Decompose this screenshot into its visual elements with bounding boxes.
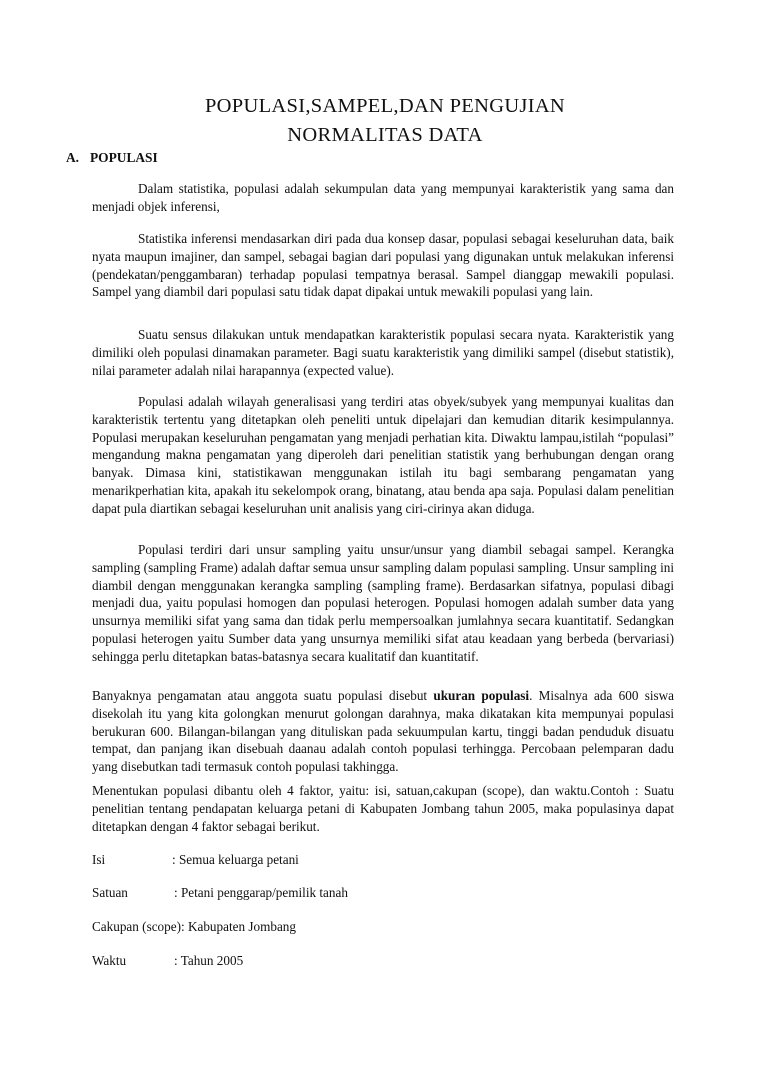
paragraph-sampling-unit: Populasi terdiri dari unsur sampling yaitu unsur/unsur yang diambil sebagai sampel. Kerangka sampling (sampling Frame) adalah daftar semua unsur sampling dalam populasi sampling. Unsur sampling ini diambil dengan menggunakan kerangka sampling (sampling frame). Berdasarkan sifatnya, populasi dibagi menjadi dua, yaitu populasi homogen dan populasi heterogen. Populasi homogen adalah sumber data yang unsurnya memiliki sifat yang sama dan tidak perlu mempersoalkan jumlahnya secara kuantitatif. Sedangkan populasi heterogen yaitu Sumber data yang unsurnya memiliki sifat atau keadaan yang berbeda (bervariasi) sehingga perlu ditetapkan batas-batasnya secara kualitatif dan kuantitatif. (92, 542, 674, 664)
paragraph-inference: Statistika inferensi mendasarkan diri pada dua konsep dasar, populasi sebagai keseluruhan data, baik nyata maupun imajiner, dan sampel, sebagai bagian dari populasi yang digunakan untuk melakukan inferensi (pendekatan/penggambaran) terhadap populasi tempatnya berasal. Sampel dianggap mewakili populasi. Sampel yang diambil dari populasi satu tidak dapat dipakai untuk mewakili populasi yang lain. (92, 231, 674, 300)
factor-row-satuan (92, 884, 348, 902)
factor-label-waktu: Waktu (92, 953, 127, 968)
paragraph-generalization: Populasi adalah wilayah generalisasi yang terdiri atas obyek/subyek yang mempunyai kualitas dan karakteristik tertentu yang ditetapkan oleh peneliti untuk dipelajari dan kemudian ditarik kesimpulannya. Populasi merupakan keseluruhan pengamatan yang menjadi perhatian kita. Diwaktu lampau,istilah “populasi” mengandung makna pengamatan yang diperoleh dari penelitian statistik yang berhubungan dengan orang banyak. Dimasa kini, statistikawan menggunakan istilah itu bagi sembarang pengamatan yang menarikperhatian kita, apakah itu sekelompok orang, binatang, atau benda apa saja. Populasi dalam penelitian dapat pula diartikan sebagai keseluruhan unit analisis yang ciri-cirinya akan diduga. (92, 394, 674, 516)
population-size-term: ukuran populasi (433, 688, 530, 703)
paragraph-census: Suatu sensus dilakukan untuk mendapatkan karakteristik populasi secara nyata. Karakteristik yang dimiliki oleh populasi dinamakan parameter. Bagi suatu karakteristik yang dimiliki sampel (disebut statistik), nilai parameter adalah nilai harapannya (expected value). (92, 327, 674, 378)
title-line-1: POPULASI,SAMPEL,DAN PENGUJIAN (204, 95, 566, 117)
title-line-2: NORMALITAS DATA (287, 124, 483, 146)
section-title: POPULASI (90, 150, 158, 165)
factor-row-cakupan (92, 918, 296, 936)
paragraph-four-factors: Menentukan populasi dibantu oleh 4 faktor, yaitu: isi, satuan,cakupan (scope), dan waktu.Contoh : Suatu penelitian tentang pendapatan keluarga petani di Kabupaten Jombang tahun 2005, maka populasinya dapat ditetapkan dengan 4 faktor sebagai berikut. (92, 783, 674, 834)
factor-label-isi: Isi (92, 852, 106, 867)
paragraph-definition: Dalam statistika, populasi adalah sekumpulan data yang mempunyai karakteristik yang sama dan menjadi objek inferensi, (92, 181, 674, 214)
factor-value-isi: : Semua keluarga petani (172, 852, 299, 867)
factor-label-satuan: Satuan (92, 885, 128, 900)
factor-value-cakupan: Kabupaten Jombang (187, 919, 296, 934)
factor-row-waktu (92, 952, 243, 970)
factor-label-cakupan: Cakupan (scope): (92, 919, 185, 934)
section-heading (66, 149, 158, 167)
section-number: A. (66, 150, 80, 165)
paragraph-population-size (92, 687, 674, 776)
factor-value-satuan: : Petani penggarap/pemilik tanah (174, 885, 348, 900)
factor-value-waktu: : Tahun 2005 (174, 953, 244, 968)
population-size-text-start: Banyaknya pengamatan atau anggota suatu populasi disebut (92, 688, 434, 703)
population-size-text-end: . Misalnya ada 600 siswa disekolah itu yang kita golongkan menurut golongan darahnya, maka dikatakan kita mempunyai populasi berukuran 600. Bilangan-bilangan yang dituliskan pada sekuumpulan kartu, tinggi badan penduduk disuatu tempat, dan panjang ikan disebuah daanau adalah contoh populasi terhingga. Percobaan pelemparan dadu yang disebutkan tadi termasuk contoh populasi takhingga. (92, 688, 674, 775)
document-title (90, 92, 680, 150)
factor-row-isi (92, 851, 299, 869)
